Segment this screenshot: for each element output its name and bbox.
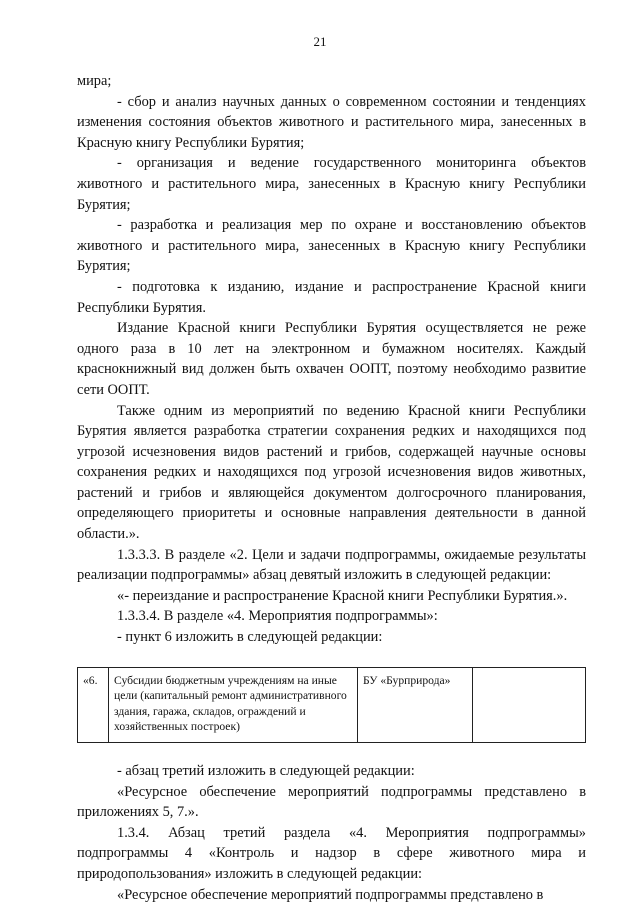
paragraph: - сбор и анализ научных данных о современном состоянии и тенденциях изменения состояния объектов животного и растительного мира, занесенных в Красную книгу Республики Бурятия; xyxy=(77,93,586,151)
paragraph: 1.3.3.4. В разделе «4. Мероприятия подпрограммы»: xyxy=(117,608,438,625)
paragraph: - организация и ведение государственного мониторинга объектов животного и растительного мира, занесенных в Красную книгу Республики Бурятия; xyxy=(77,155,586,213)
paragraph: - пункт 6 изложить в следующей редакции: xyxy=(117,629,383,646)
executor-cell: БУ «Бурприрода» xyxy=(358,667,473,742)
paragraph: 1.3.4. Абзац третий раздела «4. Мероприятия подпрограммы» подпрограммы 4 «Контроль и надзор в сфере животного мира и природопользования» изложить в следующей редакции: xyxy=(77,824,586,882)
paragraph: мира; xyxy=(77,73,112,89)
paragraph: «Ресурсное обеспечение мероприятий подпрограммы представлено в xyxy=(117,886,544,903)
measures-table xyxy=(77,667,586,743)
paragraph: «Ресурсное обеспечение мероприятий подпрограммы представлено в приложениях 5, 7.». xyxy=(77,783,586,821)
item-description-cell: Субсидии бюджетным учреждениям на иные цели (капитальный ремонт административного здания, гаража, складов, ограждений и хозяйственных построек) xyxy=(109,667,358,742)
paragraph: Издание Красной книги Республики Бурятия осуществляется не реже одного раза в 10 лет на электронном и бумажном носителях. Каждый краснокнижный вид должен быть охвачен ООПТ, поэтому необходимо развитие сети ООПТ. xyxy=(77,320,586,398)
item-number-cell: «6. xyxy=(78,667,109,742)
paragraph: - абзац третий изложить в следующей редакции: xyxy=(117,763,415,779)
page-number: 21 xyxy=(313,34,327,49)
paragraph: Также одним из мероприятий по ведению Красной книги Республики Бурятия является разработка стратегии сохранения редких и находящихся под угрозой исчезновения видов растений и грибов, содержащей научные основы сохранения редких и находящихся под угрозой исчезновения видов животных, растений и грибов и являющейся документом долгосрочного планирования, определяющего приоритеты и основные направления деятельности в данной области.». xyxy=(77,402,586,543)
paragraph: - разработка и реализация мер по охране и восстановлению объектов животного и растительного мира, занесенных в Красную книгу Республики Бурятия; xyxy=(77,217,586,275)
paragraph: 1.3.3.3. В разделе «2. Цели и задачи подпрограммы, ожидаемые результаты реализации подпрограммы» абзац девятый изложить в следующей редакции: xyxy=(77,546,586,584)
empty-cell xyxy=(473,667,586,742)
table-row xyxy=(78,667,586,742)
paragraph: «- переиздание и распространение Красной книги Республики Бурятия.». xyxy=(117,587,568,604)
paragraph: - подготовка к изданию, издание и распространение Красной книги Республики Бурятия. xyxy=(77,278,586,316)
document-body xyxy=(77,71,586,905)
